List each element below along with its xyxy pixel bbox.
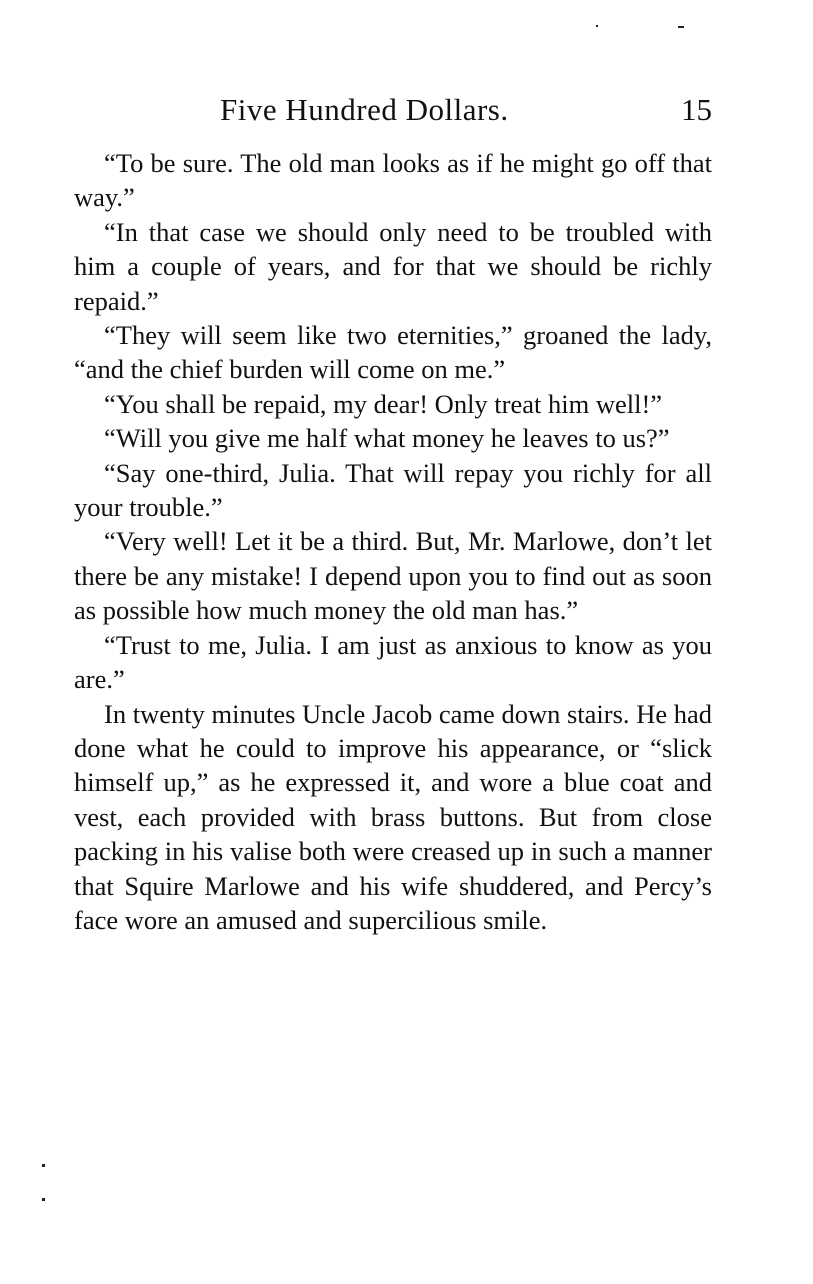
scan-speck — [42, 1164, 45, 1167]
scan-speck — [596, 25, 598, 27]
paragraph: In twenty minutes Uncle Jacob came down stairs. He had done what he could to improve his appearance, or “slick himself up,” as he expressed it, and wore a blue coat and vest, each provided with brass buttons. But from close packing in his valise both were creased up in such a manner that Squire Marlowe and his wife shuddered, and Percy’s face wore an amused and supercilious smile. — [74, 698, 712, 935]
paragraph: “They will seem like two eternities,” groaned the lady, “and the chief burden will come on me.” — [74, 320, 712, 385]
paragraph: “Very well! Let it be a third. But, Mr. Marlowe, don’t let there be any mistake! I depend upon you to find out as soon as possible how much money the old man has.” — [74, 526, 712, 626]
running-title: Five Hundred Dollars. — [220, 92, 509, 127]
paragraph: “Say one-third, Julia. That will repay you richly for all your trouble.” — [74, 457, 712, 523]
scan-speck — [678, 26, 684, 28]
paragraph: “In that case we should only need to be troubled with him a couple of years, and for that we should be richly repaid.” — [74, 216, 712, 316]
paragraph: “Trust to me, Julia. I am just as anxious to know as you are.” — [74, 629, 712, 695]
scan-speck — [42, 1198, 45, 1201]
paragraph: “To be sure. The old man looks as if he might go off that way.” — [74, 148, 712, 213]
body-text — [74, 146, 712, 937]
paragraph: “Will you give me half what money he leaves to us?” — [104, 423, 670, 454]
page-number: 15 — [681, 92, 712, 127]
paragraph: “You shall be repaid, my dear! Only treat him well!” — [104, 388, 663, 419]
page-header — [74, 92, 714, 132]
